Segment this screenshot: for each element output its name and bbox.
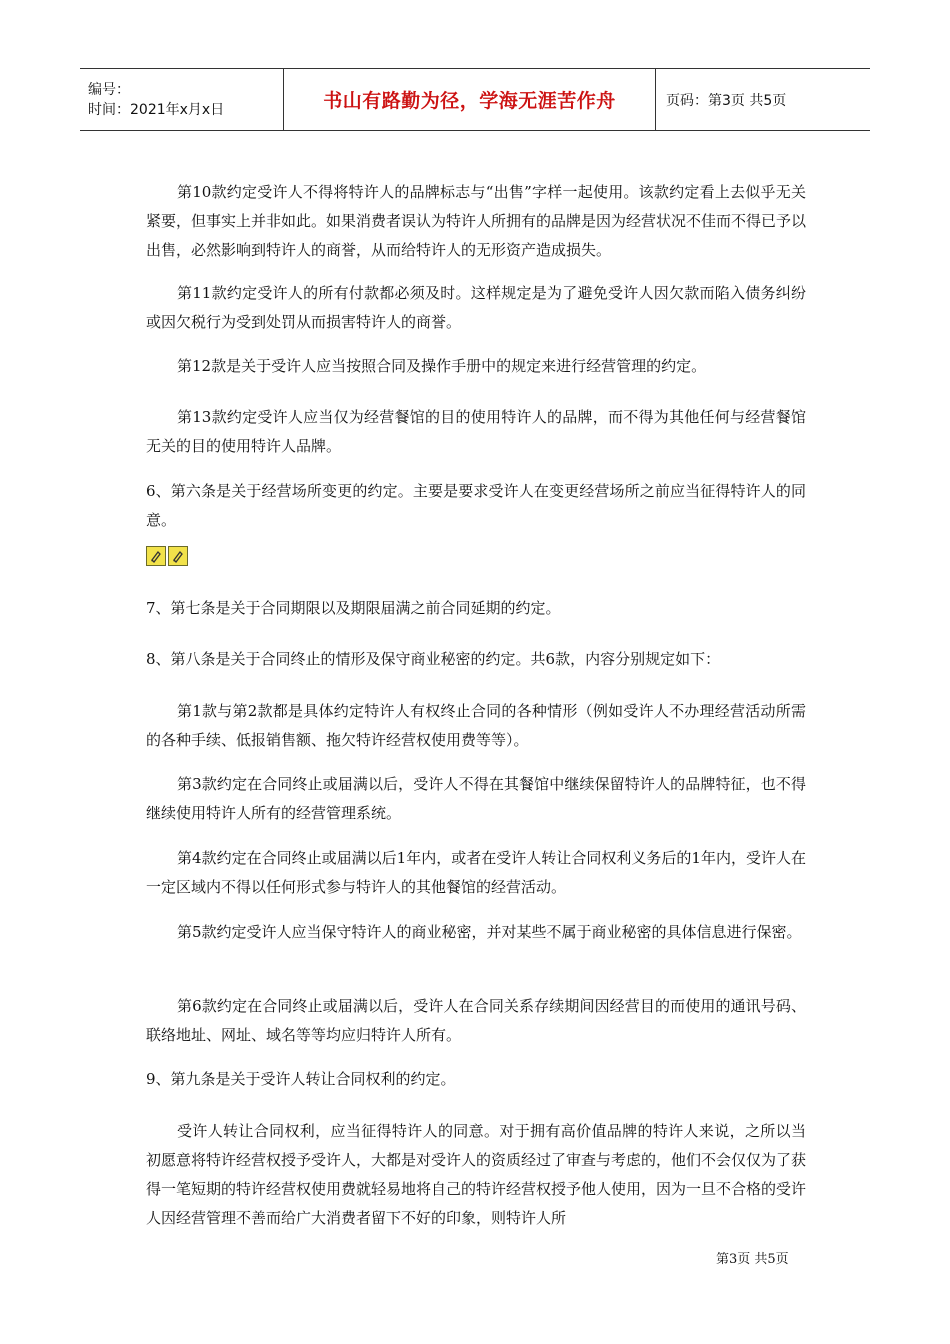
paragraph-clause-8-5: 第5款约定受许人应当保守特许人的商业秘密，并对某些不属于商业秘密的具体信息进行保密。 xyxy=(177,923,802,941)
edit-pen-icon xyxy=(146,546,166,566)
page-footer: 第3页 共5页 xyxy=(716,1252,789,1267)
header-meta-cell xyxy=(80,69,283,130)
paragraph-article-7: 7、第七条是关于合同期限以及期限届满之前合同延期的约定。 xyxy=(146,599,561,617)
time-label: 时间：2021年x月x日 xyxy=(88,101,225,118)
edit-pen-icon xyxy=(168,546,188,566)
paragraph-clause-8-4: 第4款约定在合同终止或届满以后1年内，或者在受许人转让合同权利义务后的1年内，受许人在一定区域内不得以任何形式参与特许人的其他餐馆的经营活动。 xyxy=(146,849,806,896)
document-header xyxy=(80,68,870,131)
paragraph-clause-13: 第13款约定受许人应当仅为经营餐馆的目的使用特许人的品牌，而不得为其他任何与经营餐馆无关的目的使用特许人品牌。 xyxy=(146,408,806,455)
ornament-icons xyxy=(146,546,188,566)
paragraph-transfer-rights: 受许人转让合同权利，应当征得特许人的同意。对于拥有高价值品牌的特许人来说，之所以当初愿意将特许经营权授予受许人，大都是对受许人的资质经过了审查与考虑的，他们不会仅仅为了获得一笔短期的特许经营权使用费就轻易地将自己的特许经营权授予他人使用，因为一旦不合格的受许人因经营管理不善而给广大消费者留下不好的印象，则特许人所 xyxy=(146,1122,807,1227)
paragraph-clause-8-6: 第6款约定在合同终止或届满以后，受许人在合同关系存续期间因经营目的而使用的通讯号码、联络地址、网址、域名等等均应归特许人所有。 xyxy=(146,997,806,1044)
header-motto-cell xyxy=(283,69,655,130)
paragraph-article-8: 8、第八条是关于合同终止的情形及保守商业秘密的约定。共6款，内容分别规定如下： xyxy=(146,650,721,668)
page-label: 页码：第3页 共5页 xyxy=(666,92,787,109)
paragraph-clause-8-1-2: 第1款与第2款都是具体约定特许人有权终止合同的各种情形（例如受许人不办理经营活动所需的各种手续、低报销售额、拖欠特许经营权使用费等等）。 xyxy=(146,702,806,749)
header-page-cell xyxy=(655,69,870,130)
paragraph-clause-11: 第11款约定受许人的所有付款都必须及时。这样规定是为了避免受许人因欠款而陷入债务纠纷或因欠税行为受到处罚从而损害特许人的商誉。 xyxy=(146,284,806,331)
paragraph-clause-8-3: 第3款约定在合同终止或届满以后，受许人不得在其餐馆中继续保留特许人的品牌特征，也不得继续使用特许人所有的经营管理系统。 xyxy=(146,775,806,822)
paragraph-article-6: 6、第六条是关于经营场所变更的约定。主要是要求受许人在变更经营场所之前应当征得特许人的同意。 xyxy=(146,482,806,529)
number-label: 编号： xyxy=(88,81,130,98)
motto-text: 书山有路勤为径，学海无涯苦作舟 xyxy=(323,90,616,112)
paragraph-clause-12: 第12款是关于受许人应当按照合同及操作手册中的规定来进行经营管理的约定。 xyxy=(177,357,707,375)
paragraph-clause-10: 第10款约定受许人不得将特许人的品牌标志与“出售”字样一起使用。该款约定看上去似乎无关紧要，但事实上并非如此。如果消费者误认为特许人所拥有的品牌是因为经营状况不佳而不得已予以出售，必然影响到特许人的商誉，从而给特许人的无形资产造成损失。 xyxy=(146,183,807,259)
paragraph-article-9: 9、第九条是关于受许人转让合同权利的约定。 xyxy=(146,1070,456,1088)
